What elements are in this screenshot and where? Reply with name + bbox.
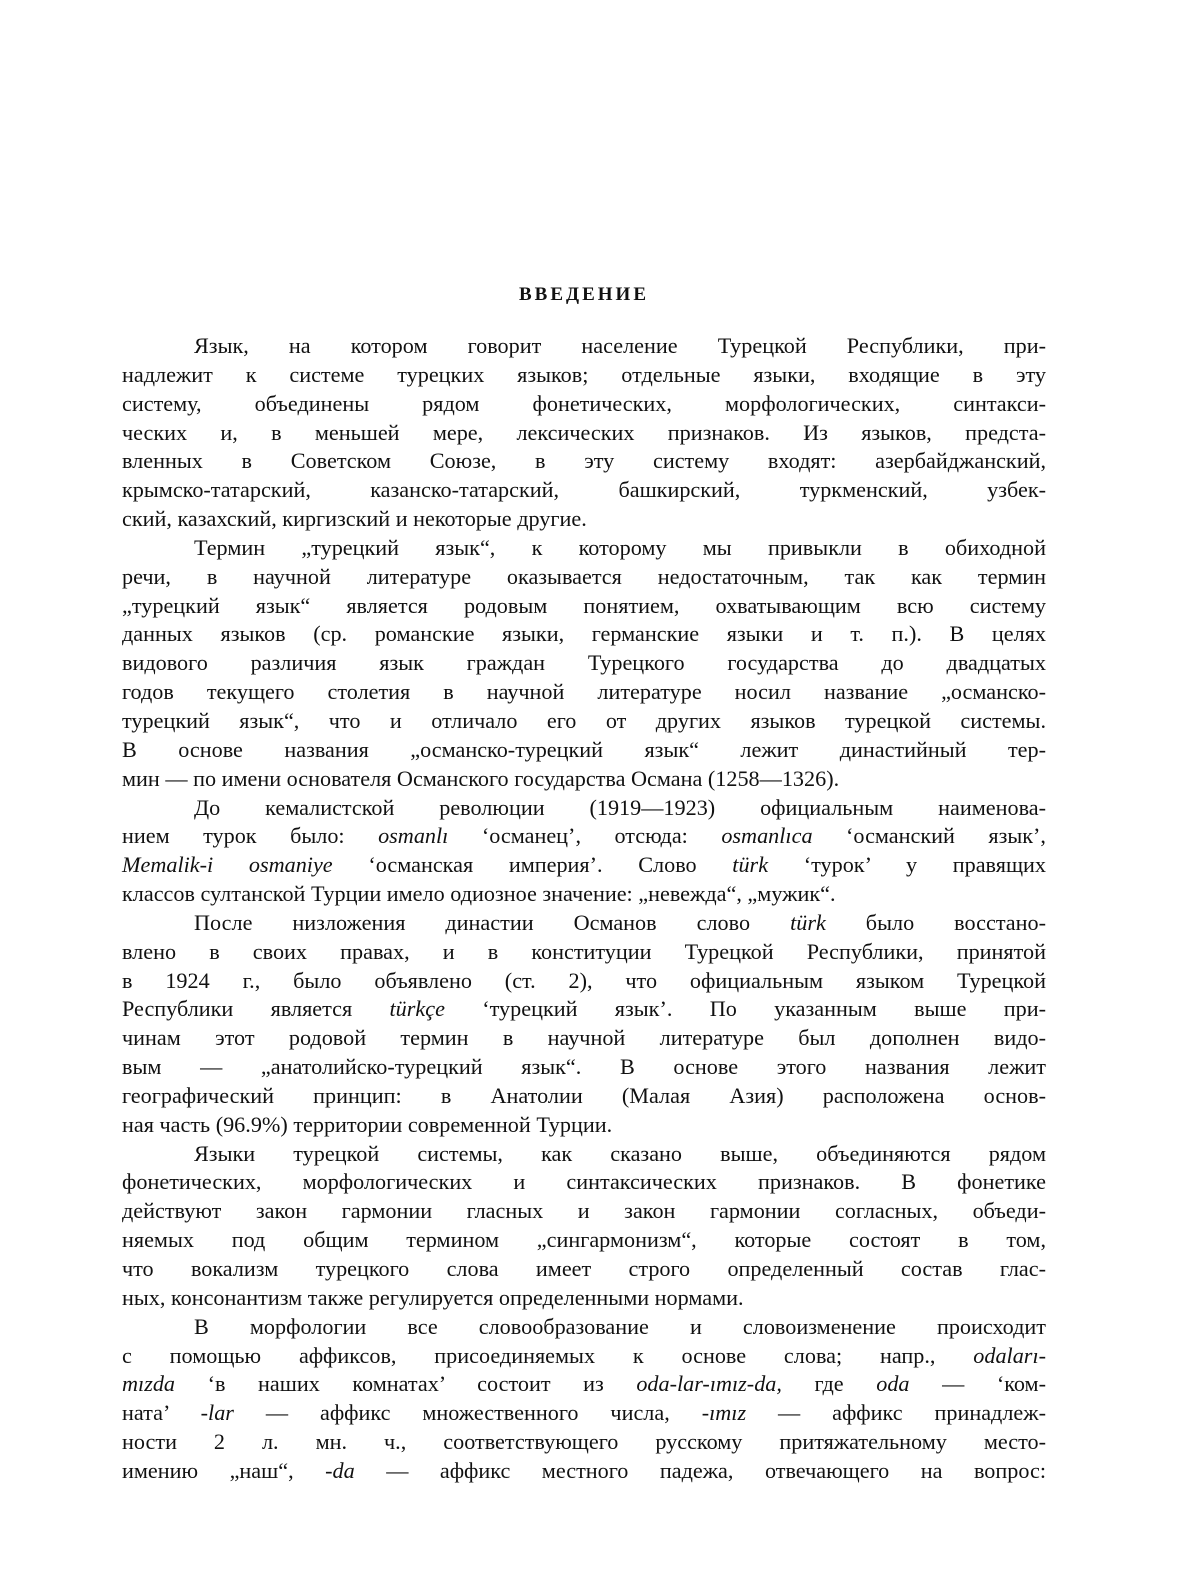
text-fragment: вым — „анатолийско-турецкий язык“. В основе этого названия лежит (122, 1054, 1046, 1080)
text-fragment: влено в своих правах, и в конституции Турецкой Республики, принятой (122, 938, 1046, 964)
text-line (122, 447, 1046, 476)
italic-term: mızda (122, 1371, 176, 1397)
text-fragment: имению „наш“, (122, 1457, 326, 1483)
text-fragment: турецкий язык“, что и отличало его от других языков турецкой системы. (122, 707, 1046, 733)
italic-term: -lar (200, 1400, 234, 1426)
text-line (122, 938, 1046, 967)
text-line (122, 678, 1046, 707)
text-line (122, 822, 1046, 851)
text-fragment: нием турок было: (122, 823, 379, 849)
text-fragment: чинам этот родовой термин в научной литературе был дополнен видо- (122, 1025, 1046, 1051)
text-line (122, 1370, 1046, 1399)
text-fragment: Термин „турецкий язык“, к которому мы привыкли в обиходной (194, 534, 1046, 560)
text-line (122, 390, 1046, 419)
text-fragment: няемых под общим термином „сингармонизм“, которые состоят в том, (122, 1227, 1046, 1253)
italic-term: osmanlıca (721, 823, 813, 849)
italic-term: odaları- (973, 1342, 1046, 1368)
italic-term: osmanlı (378, 823, 449, 849)
text-line (122, 1082, 1046, 1111)
text-fragment: с помощью аффиксов, присоединяемых к основе слова; напр., (122, 1342, 974, 1368)
italic-term: oda-lar-ımız-da, (636, 1371, 782, 1397)
text-line (122, 1313, 1046, 1342)
text-line (122, 1284, 1046, 1313)
text-fragment: ‘в наших комнатах’ состоит из (175, 1371, 637, 1397)
text-fragment: где (781, 1371, 877, 1397)
italic-term: -da (325, 1457, 355, 1483)
text-line (122, 505, 1046, 534)
text-fragment: крымско-татарский, казанско-татарский, башкирский, туркменский, узбек- (122, 477, 1046, 503)
text-line (122, 620, 1046, 649)
italic-term: türk (790, 909, 826, 935)
text-fragment: ‘османская империя’. Слово (332, 852, 733, 878)
section-title: ВВЕДЕНИЕ (519, 284, 649, 305)
text-fragment: Республики является (122, 996, 390, 1022)
body-text (122, 332, 1046, 1486)
text-fragment: ‘османский язык’, (812, 823, 1046, 849)
text-fragment: мин — по имени основателя Османского государства Османа (1258—1326). (122, 765, 840, 791)
text-fragment: ‘турецкий язык’. По указанным выше при- (444, 996, 1046, 1022)
document-page (122, 284, 1046, 1486)
text-line (122, 1226, 1046, 1255)
text-line (122, 332, 1046, 361)
text-fragment: ‘турок’ у правящих (768, 852, 1046, 878)
text-line (122, 649, 1046, 678)
text-line (122, 1024, 1046, 1053)
text-line (122, 967, 1046, 996)
italic-term: türkçe (389, 996, 445, 1022)
italic-term: -ımız (701, 1400, 747, 1426)
text-fragment: — аффикс множественного числа, (233, 1400, 702, 1426)
text-line (122, 794, 1046, 823)
text-fragment: надлежит к системе турецких языков; отдельные языки, входящие в эту (122, 361, 1046, 387)
text-line (122, 1342, 1046, 1371)
text-line (122, 419, 1046, 448)
text-line (122, 1255, 1046, 1284)
text-fragment: что вокализм турецкого слова имеет строго определенный состав глас- (122, 1256, 1046, 1281)
text-line (122, 1168, 1046, 1197)
text-fragment: В морфологии все словообразование и словоизменение происходит (194, 1313, 1046, 1339)
text-line (122, 995, 1046, 1024)
text-fragment: В основе названия „османско-турецкий язык“ лежит династийный тер- (122, 736, 1046, 762)
text-line (122, 1457, 1046, 1486)
text-fragment: действуют закон гармонии гласных и закон гармонии согласных, объеди- (122, 1198, 1046, 1224)
text-fragment: географический принцип: в Анатолии (Малая Азия) расположена основ- (122, 1082, 1046, 1108)
text-fragment: — аффикс местного падежа, отвечающего на вопрос: (354, 1457, 1046, 1483)
text-fragment: ности 2 л. мн. ч., соответствующего русскому притяжательному место- (122, 1429, 1046, 1455)
italic-term: Memalik-i osmaniye (122, 852, 333, 878)
text-line (122, 851, 1046, 880)
text-fragment: После низложения династии Османов слово (194, 909, 791, 935)
text-fragment: вленных в Советском Союзе, в эту систему входят: азербайджанский, (122, 448, 1046, 474)
text-line (122, 880, 1046, 909)
text-fragment: ных, консонантизм также регулируется определенными нормами. (122, 1284, 744, 1310)
text-line (122, 1053, 1046, 1082)
text-fragment: ческих и, в меньшей мере, лексических признаков. Из языков, предста- (122, 419, 1046, 445)
text-line (122, 563, 1046, 592)
text-line (122, 909, 1046, 938)
text-line (122, 534, 1046, 563)
italic-term: oda (876, 1371, 910, 1397)
text-fragment: годов текущего столетия в научной литературе носил название „османско- (122, 679, 1046, 705)
text-fragment: ная часть (96.9%) территории современной Турции. (122, 1111, 613, 1137)
text-line (122, 1399, 1046, 1428)
text-fragment: Языки турецкой системы, как сказано выше, объединяются рядом (194, 1140, 1046, 1166)
text-line (122, 1111, 1046, 1140)
text-fragment: в 1924 г., было объявлено (ст. 2), что официальным языком Турецкой (122, 967, 1046, 993)
text-fragment: Язык, на котором говорит население Турецкой Республики, при- (194, 333, 1046, 358)
text-line (122, 736, 1046, 765)
text-line (122, 1428, 1046, 1457)
text-fragment: было восстано- (825, 909, 1047, 935)
text-line (122, 361, 1046, 390)
text-fragment: фонетических, морфологических и синтаксических признаков. В фонетике (122, 1169, 1046, 1195)
text-line (122, 592, 1046, 621)
text-fragment: ский, казахский, киргизский и некоторые другие. (122, 506, 587, 532)
text-fragment: данных языков (ср. романские языки, германские языки и т. п.). В целях (122, 621, 1046, 647)
text-line (122, 707, 1046, 736)
text-fragment: видового различия язык граждан Турецкого государства до двадцатых (122, 650, 1046, 676)
text-fragment: классов султанской Турции имело одиозное значение: „невежда“, „мужик“. (122, 881, 836, 907)
text-fragment: „турецкий язык“ является родовым понятием, охватывающим всю систему (122, 592, 1046, 618)
text-line (122, 765, 1046, 794)
text-fragment: ‘османец’, отсюда: (448, 823, 722, 849)
text-fragment: — аффикс принадлеж- (746, 1400, 1046, 1426)
italic-term: türk (732, 852, 769, 878)
text-fragment: До кемалистской революции (1919—1923) официальным наименова- (194, 794, 1046, 820)
text-fragment: речи, в научной литературе оказывается недостаточным, так как термин (122, 563, 1046, 589)
text-line (122, 1197, 1046, 1226)
text-line (122, 476, 1046, 505)
text-fragment: — ‘ком- (909, 1371, 1046, 1397)
text-line (122, 1140, 1046, 1169)
text-fragment: систему, объединены рядом фонетических, морфологических, синтакси- (122, 390, 1046, 416)
text-fragment: ната’ (122, 1400, 201, 1426)
